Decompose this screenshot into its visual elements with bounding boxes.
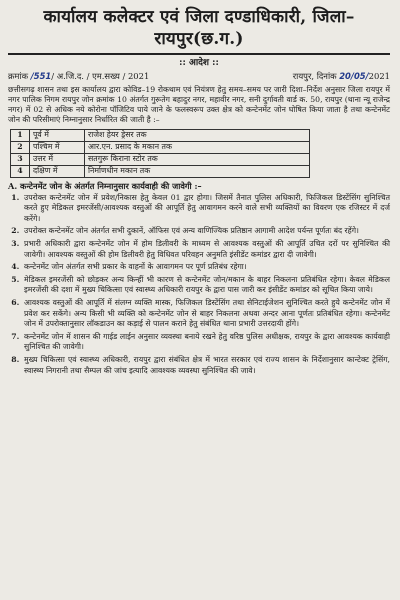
title-divider (8, 53, 390, 55)
boundary-row (11, 141, 310, 153)
action-item: 8. मुख्य चिकित्सा एवं स्वास्थ्य अधिकारी, रायपुर द्वारा संबंधित क्षेत्र में भारत सरकार एवं राज्य शासन के निर्देशानुसार कान्टेक्ट ट्रेसिंग, स्वास्थ्य निगरानी तथा सैम्पल की जांच इत्यादि आवश्यक व्यवस्था सुनिश्चित की जावे। (22, 355, 390, 376)
boundary-table (10, 129, 310, 178)
boundary-number: 3 (11, 153, 30, 165)
date-prefix: रायपुर, दिनांक (292, 71, 337, 81)
action-list (4, 193, 394, 377)
boundary-direction: पूर्व में (30, 129, 85, 141)
boundary-number: 1 (11, 129, 30, 141)
boundary-description: सतगुरू किराना स्टोर तक (85, 153, 310, 165)
boundary-description: राजेश हेयर ड्रेसर तक (85, 129, 310, 141)
boundary-row (11, 129, 310, 141)
boundary-number: 4 (11, 165, 30, 177)
action-item: 6. आवश्यक वस्तुओं की आपूर्ति में संलग्न व्यक्ति मास्क, फिजिकल डिस्टेंसिंग तथा सेनिटाईजेशन सुनिश्चित करते हुये कन्टेनमेंट जोन में प्रवेश कर सकेंगे। अन्य किसी भी व्यक्ति को कन्टेनमेंट जोन से बाहर निकलना अथवा अन्दर आना पूर्णतः प्रतिबंधित रहेगा। कन्टेनमेंट जोन में उपरोक्तानुसार लॉकडाउन का कड़ाई से पालन कराने हेतु संबंधित थाना प्रभारी उत्तरदायी होंगे। (22, 298, 390, 330)
reference-line (4, 69, 394, 82)
boundary-description: निर्माणधीन मकान तक (85, 165, 310, 177)
boundary-direction: उत्तर में (30, 153, 85, 165)
reference-prefix: क्रमांक (8, 71, 29, 81)
action-item: 7. कन्टेनमेंट जोन में शासन की गाईड लाईन अनुसार व्यवस्था बनाये रखने हेतु वरिष्ठ पुलिस अधीक्षक, रायपुर के द्वारा आवश्यक कार्यवाही सुनिश्चित की जावेगी। (22, 332, 390, 353)
order-heading: :: आदेश :: (179, 58, 219, 68)
action-item: 5. मेडिकल इमरजेंसी को छोड़कर अन्य किन्हीं भी कारण से कन्टेनमेंट जोन/मकान के बाहर निकलना प्रतिबंधित रहेगा। केवल मेडिकल इमरजेंसी की दशा में मुख्य चिकित्सा एवं स्वास्थ्य अधिकारी रायपुर के द्वारा पास जारी कर इंसीडेंट कमांडर को सूचित किया जाये। (22, 275, 390, 296)
section-a-heading: A. कन्टेनमेंट जोन के अंतर्गत निम्नानुसार कार्यवाही की जावेगी :– (8, 180, 202, 191)
boundary-number: 2 (11, 141, 30, 153)
boundary-direction: दक्षिण में (30, 165, 85, 177)
action-item: 1. उपरोक्त कन्टेनमेंट जोन में प्रवेश/निकास हेतु केवल 01 द्वार होगा। जिसमें तैनात पुलिस अधिकारी, फिजिकल डिस्टेंसिंग सुनिश्चित करते हुए मेडिकल इमरजेंसी/आवश्यक वस्तुओं की आपूर्ति हेतु आवागमन करने वाले सभी व्यक्तियों का विवरण एक रजिस्टर में दर्ज करेंगे। (22, 193, 390, 225)
action-item: 2. उपरोक्त कन्टेनमेंट जोन अंतर्गत सभी दुकानें, ऑफिस एवं अन्य वाणिज्यिक प्रतिष्ठान आगामी आदेश पर्यन्त पूर्णतः बंद रहेंगे। (22, 226, 390, 237)
office-title: कार्यालय कलेक्टर एवं जिला दण्डाधिकारी, जिला–रायपुर(छ.ग.) (43, 7, 355, 49)
boundary-description: आर.एन. प्रसाद के मकान तक (85, 141, 310, 153)
order-date (293, 70, 390, 82)
boundary-direction: पश्चिम में (30, 141, 85, 153)
reference-suffix: / अ.जि.द. / एम.सख्य / 2021 (51, 71, 150, 81)
action-item: 3. प्रभारी अधिकारी द्वारा कन्टेनमेंट जोन में होम डिलीवरी के माध्यम से आवश्यक वस्तुओं की आपूर्ति उचित दरों पर सुनिश्चित की जावेगी। आवश्यक वस्तुओं की होम डिलीवरी हेतु विधिवत परिवहन अनुमति इंसीडेंट कमांडर द्वारा दी जावेगी। (22, 239, 390, 260)
boundary-row (11, 153, 310, 165)
intro-paragraph: छत्तीसगढ़ शासन तथा इस कार्यालय द्वारा कोविड–19 रोकथाम एवं नियंत्रण हेतु समय–समय पर जारी दिशा–निर्देश अनुसार जिला रायपुर में नगर पालिक निगम रायपुर जोन क्रमांक 10 अंतर्गत गुरूतेग बहादुर नगर, महावीर नगर, सनी दुर्गावती वार्ड क. 50, रायपुर (थाना न्यू राजेन्द्र नगर) में 02 से अधिक नये कोरोना पॉजिटिव पाये जाने के फलस्वरूप उक्त क्षेत्र को कन्टेनमेंट जोन घोषित किया जाता है तथा कन्टेनमेंट जोन की परिसीमाएं निम्नानुसार निर्धारित की जाती है :– (8, 85, 390, 124)
reference-handwritten-number: /551 (30, 71, 52, 81)
date-year: 2021 (368, 71, 390, 81)
action-item: 4. कन्टेनमेंट जोन अंतर्गत सभी प्रकार के वाहनों के आवागमन पर पूर्ण प्रतिबंध रहेगा। (22, 262, 390, 273)
boundary-row (11, 165, 310, 177)
reference-number (8, 70, 149, 82)
date-handwritten: 20/05/ (339, 71, 369, 81)
